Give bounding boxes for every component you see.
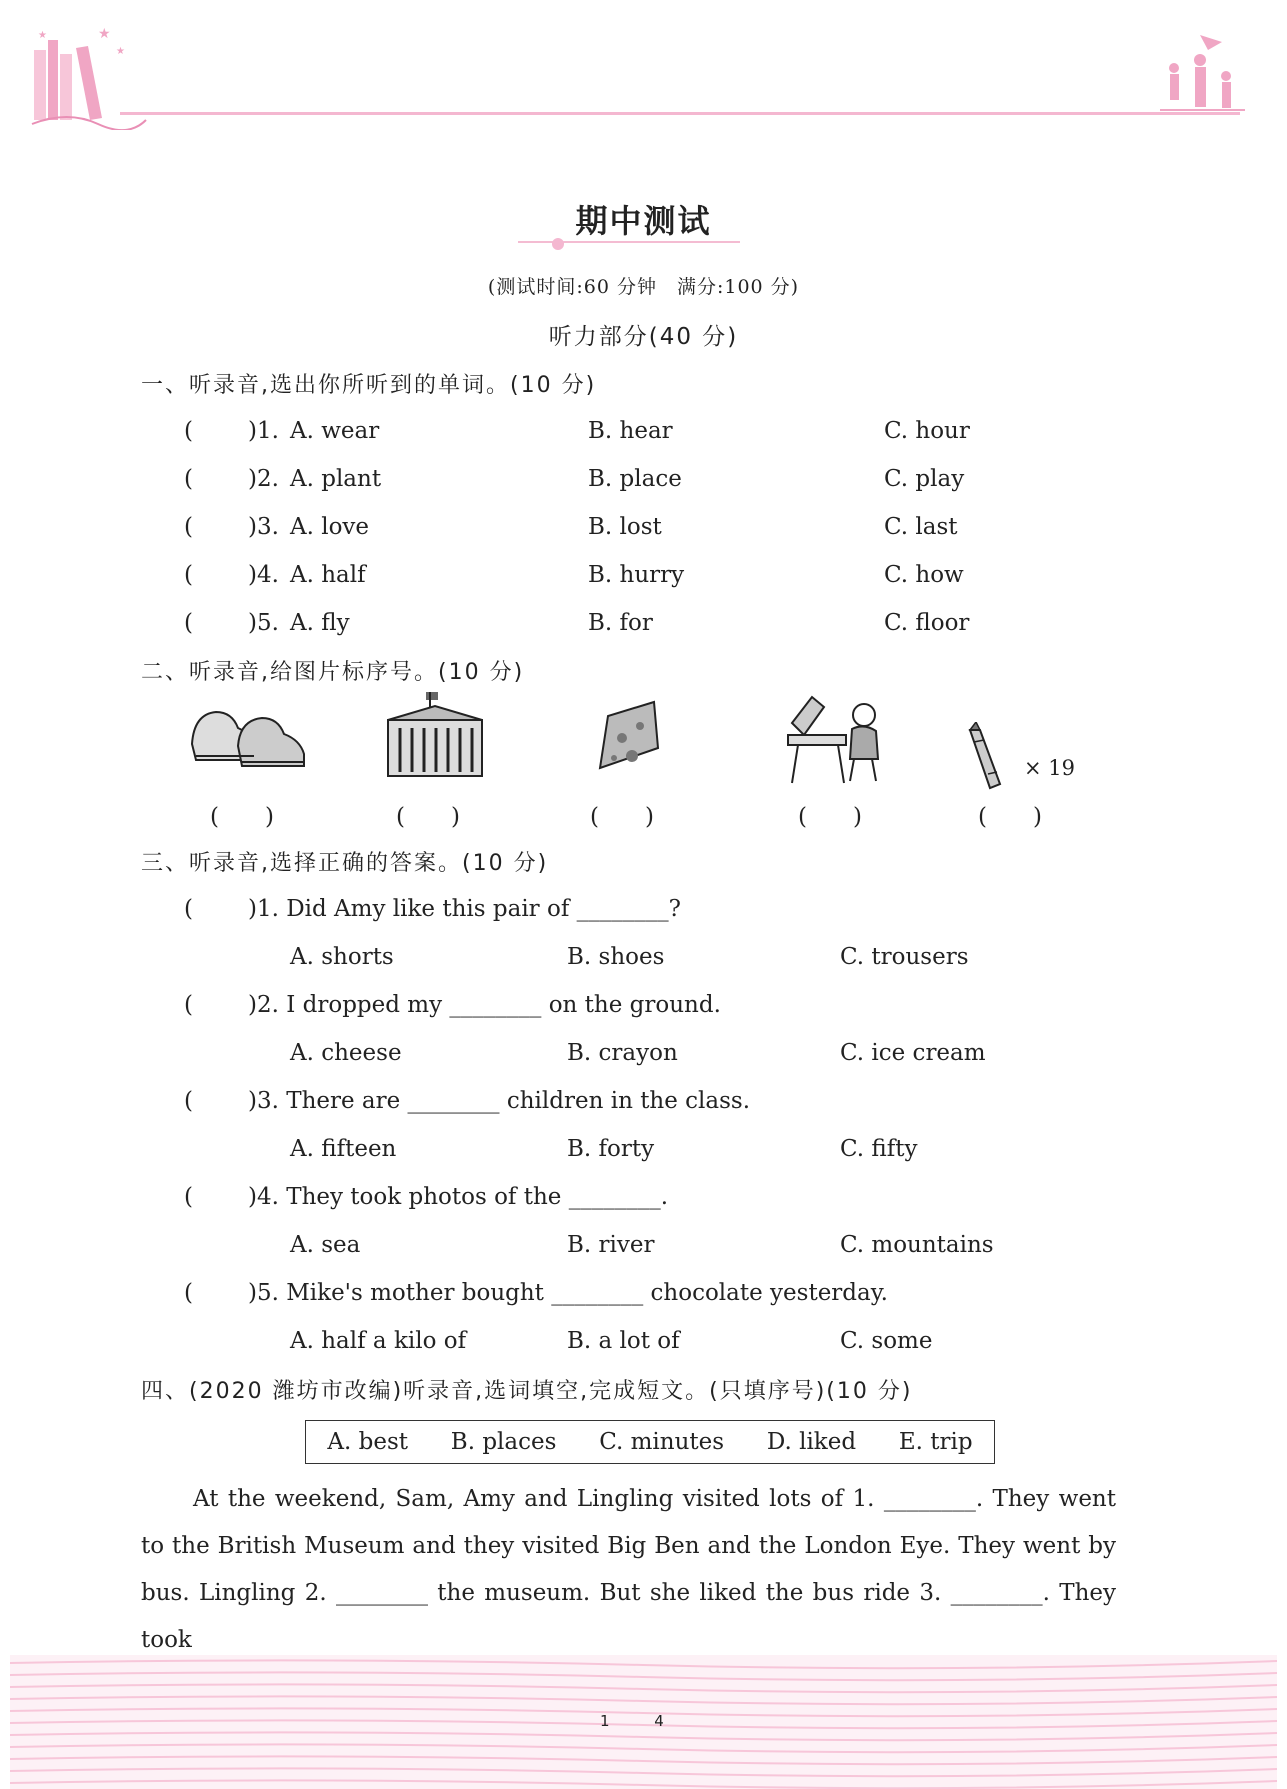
option-a: A. love	[290, 514, 370, 540]
question-number: )1.	[248, 418, 279, 444]
answer-paren: (	[184, 896, 193, 922]
option-b: B. place	[588, 466, 682, 492]
option-a: A. half	[290, 562, 366, 588]
option-b: B. a lot of	[567, 1328, 680, 1354]
question-text: )1. Did Amy like this pair of ________?	[248, 896, 681, 922]
option-b: B. for	[588, 610, 653, 636]
answer-paren: (	[184, 1184, 193, 1210]
answer-paren: (	[184, 562, 193, 588]
section3-heading: 三、听录音,选择正确的答案。(10 分)	[141, 851, 549, 876]
section2-heading: 二、听录音,给图片标序号。(10 分)	[141, 660, 525, 685]
question-text: )3. There are ________ children in the class.	[248, 1088, 751, 1114]
museum-picture	[384, 692, 486, 782]
option-c: C. trousers	[840, 944, 969, 970]
option-b: B. forty	[567, 1136, 655, 1162]
option-a: A. wear	[290, 418, 380, 444]
option-a: A. sea	[290, 1232, 361, 1258]
children-kite-icon	[1160, 30, 1245, 120]
answer-paren: (	[184, 1088, 193, 1114]
crayon-picture	[966, 722, 1008, 790]
page-title: 期中测试	[575, 202, 712, 240]
test-info: (测试时间:60 分钟 满分:100 分)	[487, 276, 800, 298]
option-a: A. fifteen	[290, 1136, 397, 1162]
answer-paren: (	[184, 1280, 193, 1306]
option-a: A. cheese	[290, 1040, 402, 1066]
picture-answer-paren: ( )	[978, 804, 1042, 830]
page-number: 1 4	[600, 1712, 664, 1730]
option-c: C. some	[840, 1328, 933, 1354]
word-option: D. liked	[766, 1429, 857, 1455]
answer-paren: (	[184, 514, 193, 540]
picture-answer-paren: ( )	[396, 804, 460, 830]
word-bank	[305, 1420, 995, 1464]
answer-paren: (	[184, 418, 193, 444]
crayon-count: × 19	[1024, 756, 1075, 780]
option-a: A. shorts	[290, 944, 394, 970]
option-a: A. fly	[290, 610, 350, 636]
word-option: C. minutes	[599, 1429, 725, 1455]
svg-text:★: ★	[98, 26, 111, 42]
question-number: )4.	[248, 562, 279, 588]
word-option: A. best	[327, 1429, 409, 1455]
picture-answer-paren: ( )	[590, 804, 654, 830]
question-text: )4. They took photos of the ________.	[248, 1184, 669, 1210]
question-number: )2.	[248, 466, 279, 492]
option-c: C. hour	[884, 418, 970, 444]
header-divider	[120, 112, 1240, 115]
option-b: B. shoes	[567, 944, 665, 970]
question-number: )5.	[248, 610, 279, 636]
option-a: A. plant	[290, 466, 382, 492]
option-c: C. last	[884, 514, 958, 540]
option-b: B. hear	[588, 418, 673, 444]
question-text: )2. I dropped my ________ on the ground.	[248, 992, 721, 1018]
answer-paren: (	[184, 610, 193, 636]
answer-paren: (	[184, 466, 193, 492]
option-c: C. mountains	[840, 1232, 994, 1258]
cheese-picture	[592, 698, 662, 774]
option-b: B. lost	[588, 514, 662, 540]
option-b: B. river	[567, 1232, 655, 1258]
answer-paren: (	[184, 992, 193, 1018]
option-c: C. how	[884, 562, 964, 588]
word-option: E. trip	[898, 1429, 973, 1455]
cloze-text: At the weekend, Sam, Amy and Lingling visited lots of 1. ________. They went to the British Museum and they visited Big Ben and the London Eye. They went by bus. Lingling 2. ________ the museum. But she liked the bus ride 3. ________. They took	[141, 1486, 1116, 1653]
option-a: A. half a kilo of	[290, 1328, 467, 1354]
option-c: C. play	[884, 466, 965, 492]
svg-text:★: ★	[116, 46, 125, 57]
part-title: 听力部分(40 分)	[548, 324, 739, 350]
question-text: )5. Mike's mother bought ________ chocolate yesterday.	[248, 1280, 888, 1306]
section4-heading: 四、(2020 潍坊市改编)听录音,选词填空,完成短文。(只填序号)(10 分)	[141, 1379, 913, 1404]
option-c: C. fifty	[840, 1136, 918, 1162]
shoes-picture	[188, 704, 310, 774]
picture-answer-paren: ( )	[798, 804, 862, 830]
cloze-paragraph	[141, 1476, 1116, 1664]
word-option: B. places	[450, 1429, 557, 1455]
picture-answer-paren: ( )	[210, 804, 274, 830]
option-b: B. hurry	[588, 562, 685, 588]
question-number: )3.	[248, 514, 279, 540]
section1-heading: 一、听录音,选出你所听到的单词。(10 分)	[141, 373, 597, 398]
computer-boy-picture	[784, 693, 884, 787]
title-underline	[518, 238, 740, 250]
option-b: B. crayon	[567, 1040, 678, 1066]
option-c: C. ice cream	[840, 1040, 986, 1066]
svg-text:★: ★	[38, 30, 47, 41]
option-c: C. floor	[884, 610, 970, 636]
books-logo-icon	[28, 20, 148, 130]
